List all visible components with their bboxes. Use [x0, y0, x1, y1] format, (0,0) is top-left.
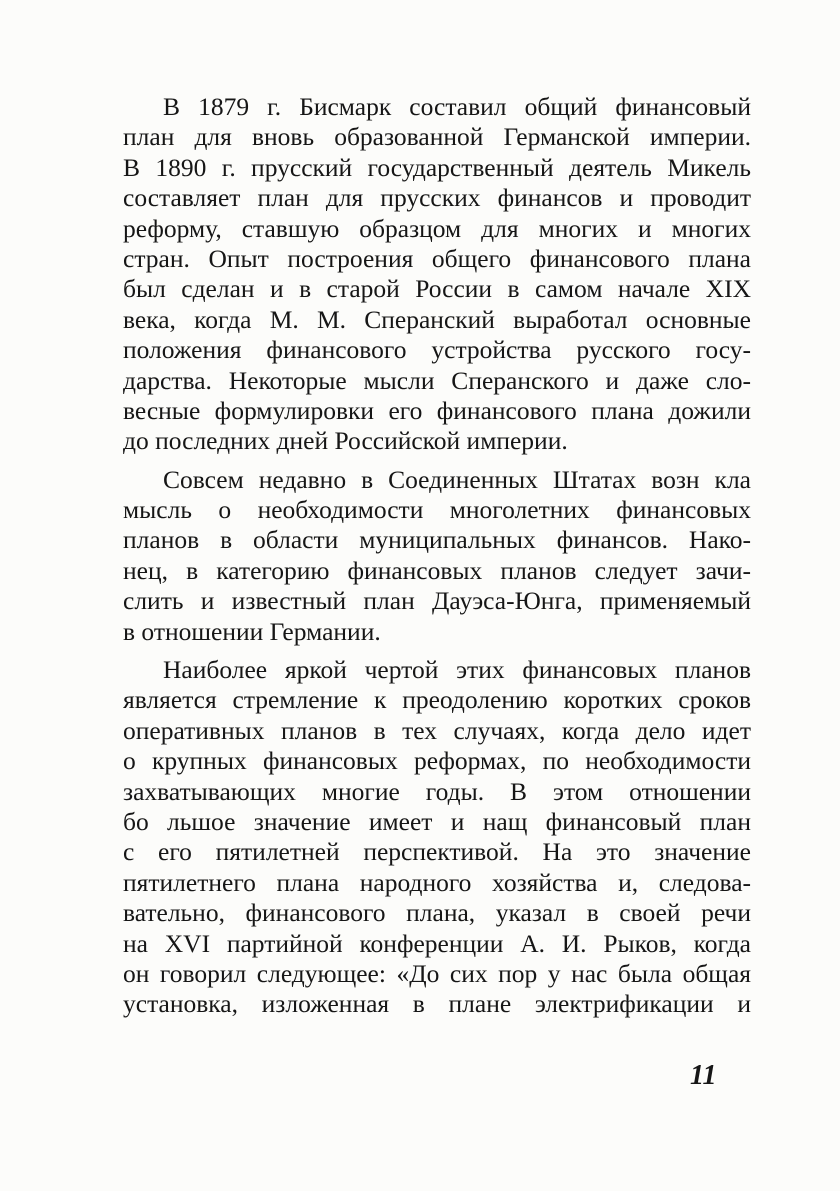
text-line: В 1890 г. прусский государственный деятель Микель [123, 152, 751, 182]
text-line: дарства. Некоторые мысли Сперанского и даже сло- [123, 365, 751, 395]
text-line: Совсем недавно в Соединенных Штатах возн кла [163, 464, 751, 494]
text-line: стран. Опыт построения общего финансового плана [123, 243, 751, 273]
paragraph-3 [123, 655, 751, 1020]
paragraph-gap [123, 457, 751, 465]
page-number: 11 [690, 1060, 717, 1091]
text-line: мысль о необходимости многолетних финансовых [123, 495, 751, 525]
text-line: положения финансового устройства русского госу- [123, 335, 751, 365]
text-line: В 1879 г. Бисмарк составил общий финансовый [163, 92, 751, 121]
text-line: пятилетнего плана народного хозяйства и, следова- [123, 867, 751, 897]
paragraph-gap [123, 647, 751, 655]
text-line: нец, в категорию финансовых планов следует зачи- [123, 555, 751, 585]
text-line: является стремление к преодолению коротких сроков [123, 685, 751, 715]
body-text [123, 92, 751, 1020]
text-line: он говорил следующее: «До сих пор у нас была общая [123, 958, 751, 988]
text-line: составляет план для прусских финансов и проводит [123, 183, 751, 213]
text-line: весные формулировки его финансового плана дожили [123, 395, 751, 425]
text-line: на XVI партийной конференции А. И. Рыков, когда [123, 928, 751, 958]
text-line: слить и известный план Дауэса-Юнга, применяемый [123, 586, 751, 616]
paragraph-1 [123, 92, 751, 457]
text-line: вательно, финансового плана, указал в своей речи [123, 898, 751, 928]
paragraph-2 [123, 465, 751, 647]
text-line: до последних дней Российской империи. [123, 426, 568, 456]
text-line: века, когда М. М. Сперанский выработал основные [123, 304, 751, 334]
text-line: бо льшое значение имеет и нащ финансовый план [123, 806, 751, 836]
text-line: был сделан и в старой России в самом начале XIX [123, 274, 751, 304]
text-line: Наиболее яркой чертой этих финансовых планов [163, 655, 751, 685]
text-line: планов в области муниципальных финансов. Нако- [123, 525, 751, 555]
text-line: план для вновь образованной Германской империи. [123, 122, 751, 152]
text-line: оперативных планов в тех случаях, когда дело идет [123, 715, 751, 745]
text-line: реформу, ставшую образцом для многих и многих [123, 213, 751, 243]
text-line: с его пятилетней перспективой. На это значение [123, 837, 751, 867]
text-line: в отношении Германии. [123, 616, 381, 646]
text-line: о крупных финансовых реформах, по необходимости [123, 746, 751, 776]
text-line: установка, изложенная в плане электрификации и [123, 989, 751, 1019]
text-line: захватывающих многие годы. В этом отношении [123, 776, 751, 806]
